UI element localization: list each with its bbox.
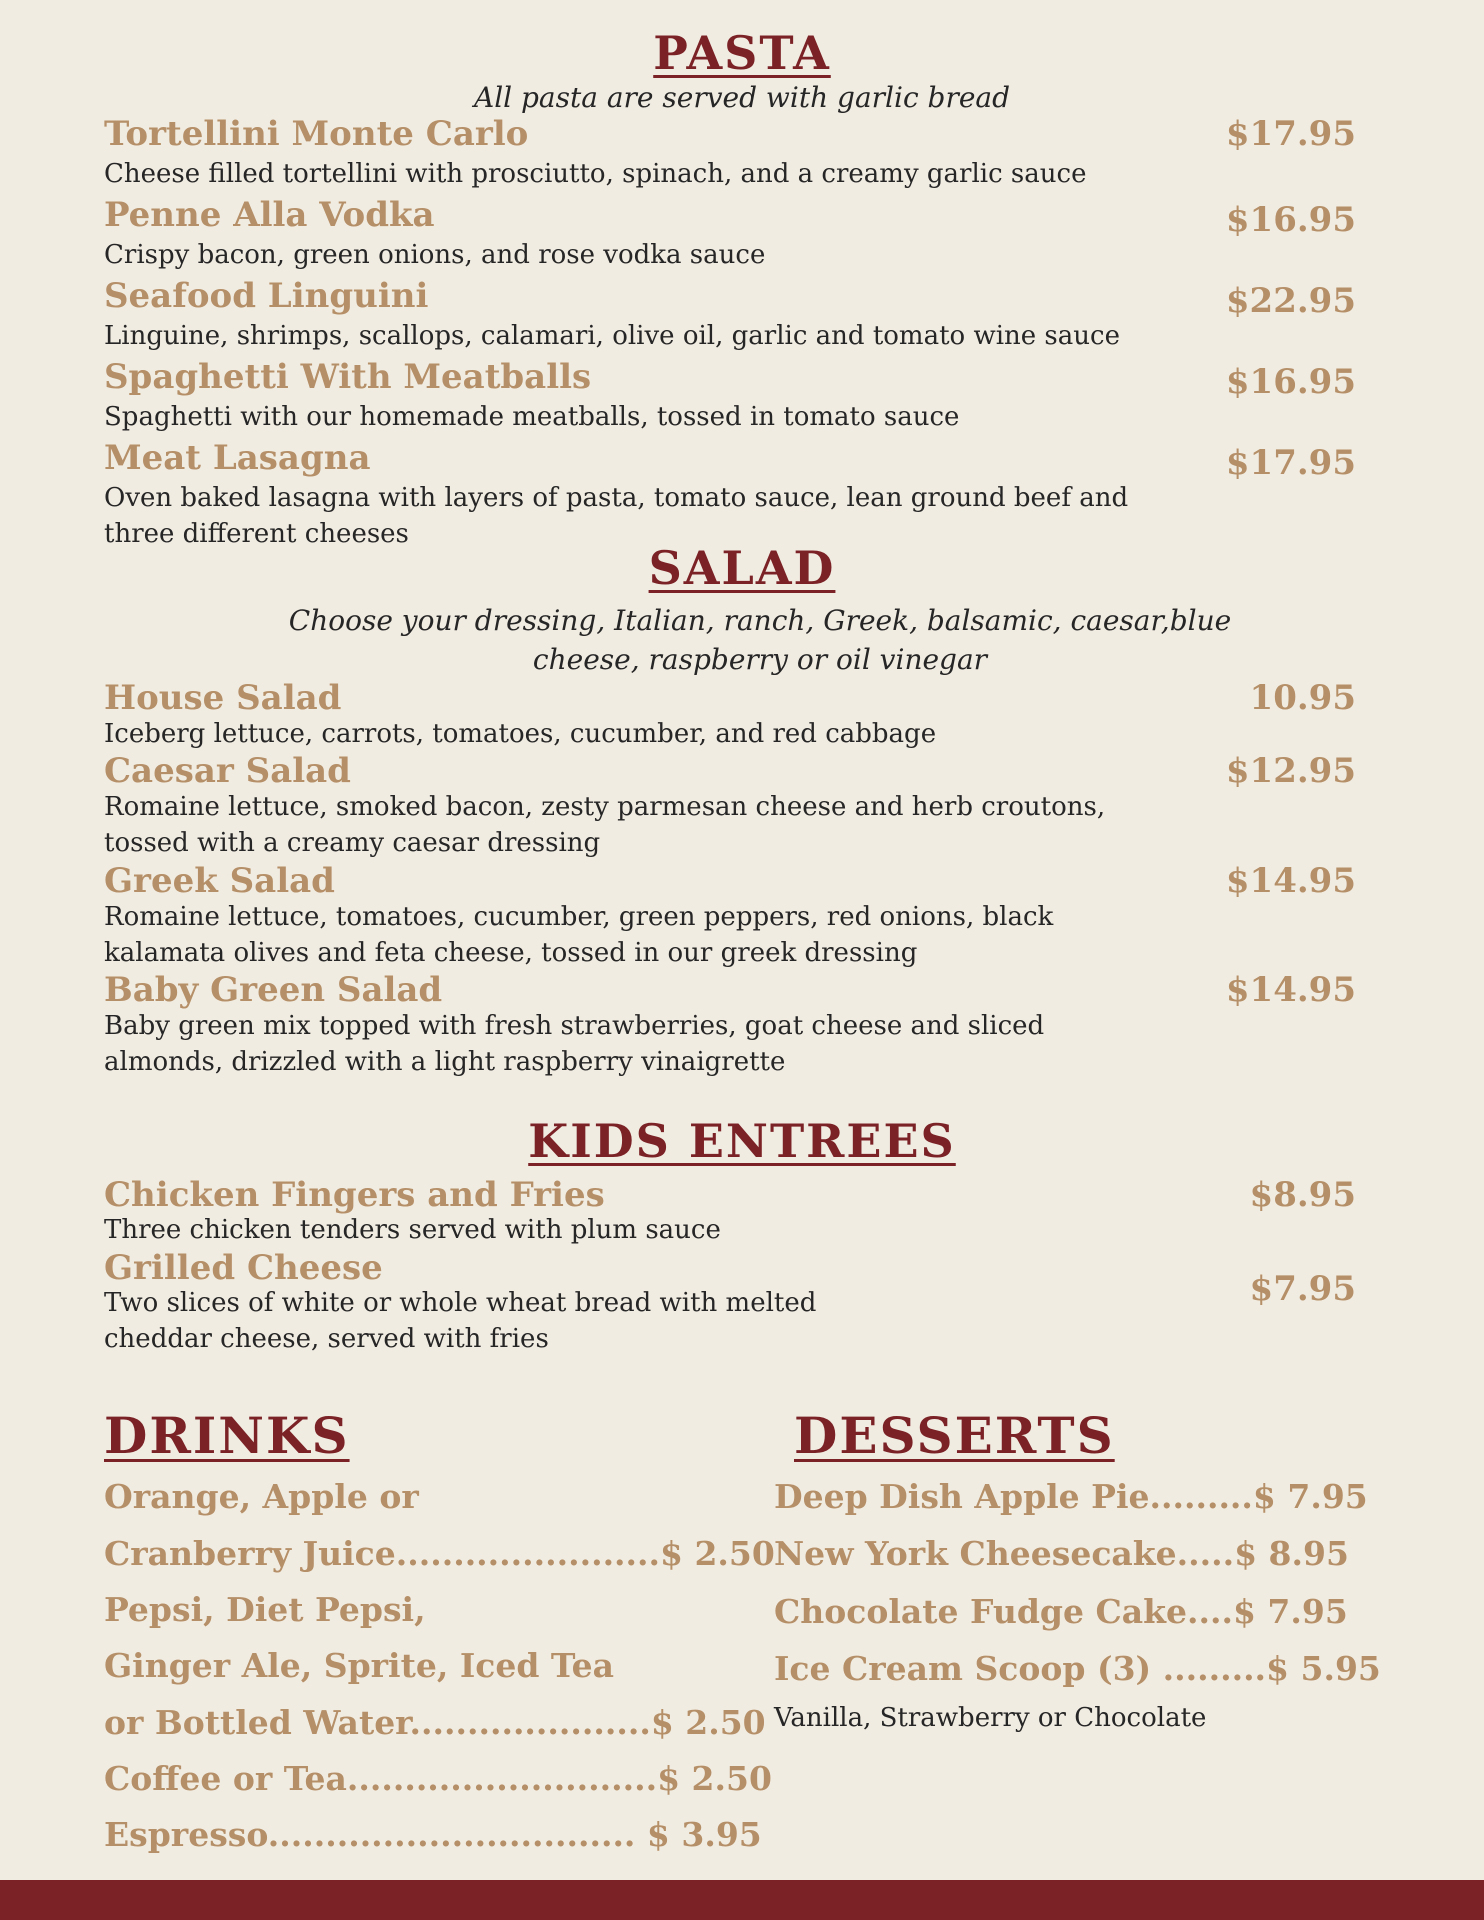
dessert-name: Deep Dish Apple Pie	[774, 1477, 1150, 1516]
dot-leader: .........	[1151, 1649, 1267, 1688]
item-price: $22.95	[1225, 281, 1356, 321]
drink-price: $ 2.50	[650, 1703, 766, 1742]
item-description: Two slices of white or whole wheat bread with melted cheddar cheese, served with fries	[104, 1288, 817, 1354]
item-name: Seafood Linguini	[104, 276, 429, 316]
dot-leader: .....................	[409, 1703, 651, 1742]
dessert-name: Chocolate Fudge Cake	[774, 1592, 1187, 1631]
item-name: Spaghetti With Meatballs	[104, 357, 592, 397]
item-description: Spaghetti with our homemade meatballs, tossed in tomato sauce	[104, 402, 960, 432]
desserts-title: DESSERTS	[794, 1406, 1115, 1465]
dessert-price: $ 8.95	[1234, 1534, 1349, 1573]
drink-line	[104, 1702, 766, 1744]
pasta-title: PASTA	[653, 26, 831, 80]
item-description: Iceberg lettuce, carrots, tomatoes, cucumber, and red cabbage	[104, 719, 937, 749]
dessert-name: New York Cheesecake	[774, 1534, 1177, 1573]
item-price: $12.95	[1225, 751, 1356, 791]
item-description: Cheese filled tortellini with prosciutto, spinach, and a creamy garlic sauce	[104, 159, 1087, 189]
dot-leader: ...........................	[346, 1759, 658, 1798]
item-name: Meat Lasagna	[104, 438, 371, 478]
drink-price: $ 3.95	[646, 1815, 762, 1854]
dot-leader: .........	[1149, 1477, 1253, 1516]
dessert-note: Vanilla, Strawberry or Chocolate	[774, 1703, 1207, 1733]
drink-line	[104, 1589, 426, 1631]
kids-title: KIDS ENTREES	[528, 1114, 956, 1168]
item-price: $17.95	[1225, 443, 1356, 483]
dessert-price: $ 7.95	[1232, 1592, 1348, 1631]
drink-name: Pepsi, Diet Pepsi,	[104, 1590, 426, 1629]
salad-subtitle: Choose your dressing, Italian, ranch, Greek, balsamic, caesar,blue cheese, raspberry or oil vinegar	[288, 604, 1232, 676]
dot-leader: ....	[1187, 1592, 1233, 1631]
pasta-subtitle: All pasta are served with garlic bread	[473, 81, 1011, 114]
dessert-name: Ice Cream Scoop (3)	[774, 1649, 1152, 1688]
drink-price: $ 2.50	[660, 1534, 775, 1573]
item-price: $17.95	[1225, 114, 1356, 154]
dessert-line	[774, 1591, 1348, 1633]
dessert-price: $ 7.95	[1252, 1477, 1368, 1516]
item-name: Chicken Fingers and Fries	[104, 1175, 605, 1215]
drink-line	[104, 1758, 772, 1800]
dot-leader: ................................	[267, 1815, 647, 1854]
item-description: Oven baked lasagna with layers of pasta, tomato sauce, lean ground beef and three different cheeses	[104, 483, 1129, 549]
item-price: $7.95	[1249, 1269, 1356, 1309]
drink-price: $ 2.50	[657, 1759, 772, 1798]
item-price: $16.95	[1225, 200, 1356, 240]
item-description: Romaine lettuce, tomatoes, cucumber, green peppers, red onions, black kalamata olives and feta cheese, tossed in our greek dressing	[104, 902, 1054, 968]
item-name: Greek Salad	[104, 861, 335, 901]
item-price: 10.95	[1249, 678, 1356, 718]
item-price: $16.95	[1225, 362, 1356, 402]
drinks-title: DRINKS	[104, 1406, 350, 1465]
drink-line	[104, 1476, 419, 1518]
drink-line	[104, 1814, 762, 1856]
item-description: Three chicken tenders served with plum sauce	[104, 1215, 721, 1245]
item-name: Tortellini Monte Carlo	[104, 114, 529, 154]
item-description: Linguine, shrimps, scallops, calamari, olive oil, garlic and tomato wine sauce	[104, 321, 1120, 351]
item-description: Crispy bacon, green onions, and rose vodka sauce	[104, 240, 766, 270]
dot-leader: .......................	[395, 1534, 661, 1573]
item-description: Baby green mix topped with fresh strawberries, goat cheese and sliced almonds, drizzled with a light raspberry vinaigrette	[104, 1011, 1045, 1077]
item-price: $14.95	[1225, 970, 1356, 1010]
item-name: Caesar Salad	[104, 751, 351, 791]
dessert-line	[774, 1648, 1381, 1690]
dot-leader: .....	[1176, 1534, 1235, 1573]
drink-name: Orange, Apple or	[104, 1477, 419, 1516]
drink-name: Coffee or Tea	[104, 1759, 347, 1798]
item-name: Grilled Cheese	[104, 1248, 383, 1288]
dessert-price: $ 5.95	[1266, 1649, 1381, 1688]
drink-name: Ginger Ale, Sprite, Iced Tea	[104, 1646, 615, 1685]
salad-title: SALAD	[648, 541, 836, 595]
item-description: Romaine lettuce, smoked bacon, zesty parmesan cheese and herb croutons, tossed with a creamy caesar dressing	[104, 792, 1106, 858]
item-name: House Salad	[104, 678, 342, 718]
item-name: Baby Green Salad	[104, 970, 443, 1010]
item-name: Penne Alla Vodka	[104, 195, 435, 235]
drink-name: Espresso	[104, 1815, 268, 1854]
item-price: $14.95	[1225, 861, 1356, 901]
dessert-line	[774, 1476, 1368, 1518]
drink-line	[104, 1645, 614, 1687]
drink-name: or Bottled Water	[104, 1703, 410, 1742]
footer-bar	[0, 1880, 1484, 1920]
dessert-line	[774, 1533, 1349, 1575]
drink-name: Cranberry Juice	[104, 1534, 396, 1573]
drink-line	[104, 1533, 775, 1575]
item-price: $8.95	[1249, 1175, 1356, 1215]
